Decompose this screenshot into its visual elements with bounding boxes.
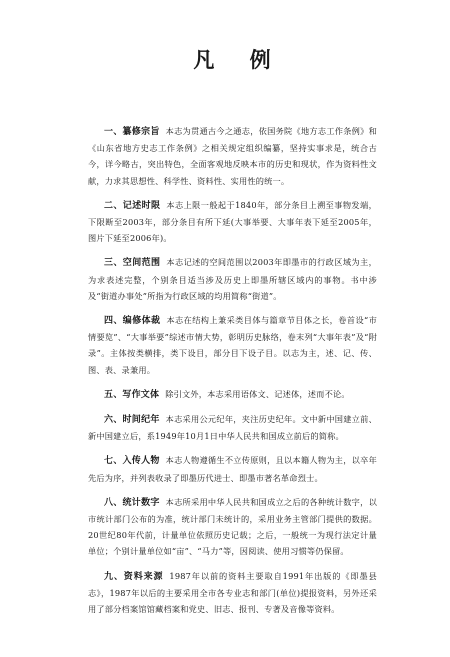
section-structure — [88, 312, 377, 378]
section-heading: 五、写作文体 — [104, 389, 160, 400]
section-heading: 七、入传人物 — [104, 456, 160, 467]
section-text: 1987年以前的资料主要取自1991年出版的《即墨县志》，1987年以后的主要采用全市各专业志和部门(单位)提报资料，另外还采用了部分档案馆馆藏档案和党史、旧志、报刊、专著及音像等资料。 — [88, 570, 378, 615]
section-text: 本志所采用中华人民共和国成立之后的各种统计数字，以市统计部门公布的为准，统计部门未统计的，采用业务主管部门提供的数据。20世纪80年代前，计量单位依照历史记载；之后，一般统一为现行法定计量单位；个别计量单位如“亩”、“马力”等，因阅读、使用习惯等仍保留。 — [88, 496, 377, 557]
section-heading: 九、资料来源 — [104, 571, 164, 582]
section-biographies — [88, 452, 377, 485]
section-heading: 二、记述时限 — [104, 200, 161, 211]
section-heading: 八、统计数字 — [104, 497, 160, 508]
section-text: 除引文外，本志采用语体文、记述体，述而不论。 — [165, 388, 350, 399]
section-statistics — [88, 494, 377, 560]
section-heading: 六、时间纪年 — [104, 415, 160, 426]
section-text: 本志上限一般起于1840年，部分条目上溯至事物发端，下限断至2003年，部分条目有所下延(大事举要、大事年表下延至2005年，图片下延至2006年)。 — [88, 199, 377, 244]
section-text: 本志在结构上兼采类目体与篇章节目体之长，卷首设“市情要览”、“大事举要”综述市情大势，彰明历史脉络，卷末列“大事年表”及“附录”。主体按类横排，类下设目，部分目下设子目。以志为主，述、记、传、图、表、录兼用。 — [88, 315, 378, 375]
section-heading: 三、空间范围 — [104, 258, 161, 269]
page-title: 凡 例 — [193, 47, 285, 72]
section-heading: 四、编修体裁 — [104, 316, 161, 327]
section-heading: 一、纂修宗旨 — [104, 127, 160, 137]
section-purpose — [88, 123, 377, 189]
document-body — [88, 123, 377, 625]
section-spatial-scope — [88, 254, 377, 304]
section-sources — [88, 568, 377, 618]
section-dating — [88, 411, 377, 444]
section-style — [88, 386, 377, 403]
section-text: 本志记述的空间范围以2003年即墨市的行政区域为主，为求表述完整，个别条目适当涉及历史上即墨所辖区域内的事物。书中涉及“街道办事处”所指为行政区域的均用简称“街道”。 — [88, 257, 377, 301]
section-text: 本志为贯通古今之通志，依国务院《地方志工作条例》和《山东省地方史志工作条例》之相关规定组织编纂，坚持实事求是，统合古今，详今略古，突出特色，全面客观地反映本市的历史和现状，作为资料性文献，力求其思想性、科学性、资料性、实用性的统一。 — [88, 126, 377, 186]
section-time-limit — [88, 197, 377, 247]
section-text: 本志人物遵循生不立传原则，且以本籍人物为主，以卒年先后为序，并列表收录了即墨历代进士、即墨市著名革命烈士。 — [88, 455, 377, 483]
section-text: 本志采用公元纪年，夹注历史纪年。文中新中国建立前、新中国建立后，系1949年10月1日中华人民共和国成立前后的简称。 — [88, 414, 377, 442]
